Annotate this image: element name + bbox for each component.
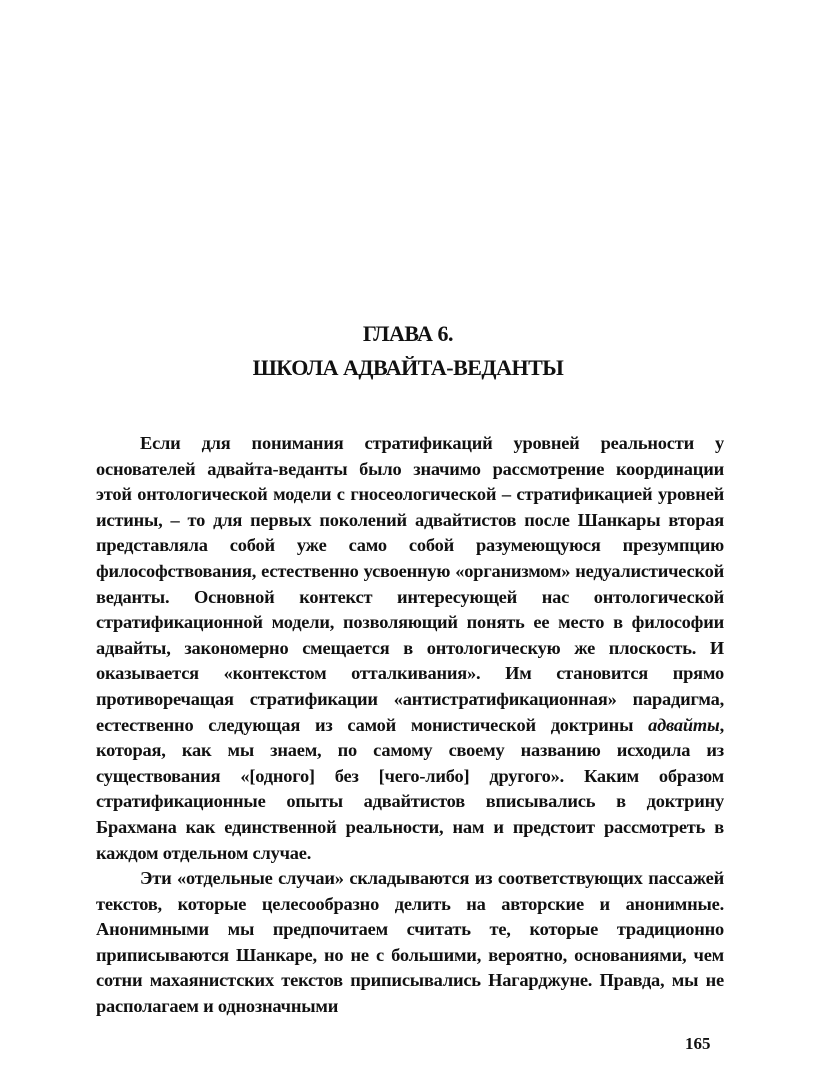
chapter-title: ШКОЛА АДВАЙТА-ВЕДАНТЫ <box>252 355 564 380</box>
paragraph-1-text-start: Если для понимания стратификаций уровней реальности у основателей адвайта-веданты было значимо рассмотрение координации этой онтологической модели с гносеологической – стратификацией уровней истины, – то для первых поколений адвайтистов после Шанкары вторая представляла собой уже само собой разумеющуюся презумпцию философствования, естественно усвоенную «организмом» недуалистической веданты. Основной контекст интересующей нас онтологической стратификационной модели, позволяющий понять ее место в философии адвайты, закономерно смещается в онтологическую же плоскость. И оказывается «контекстом отталкивания». Им становится прямо противоречащая стратификации «антистратификационная» парадигма, естественно следующая из самой монистической доктрины <box>96 433 724 735</box>
paragraph-2: Эти «отдельные случаи» складываются из соответствующих пассажей текстов, которые целесообразно делить на авторские и анонимные. Анонимными мы предпочитаем считать те, которые традиционно приписываются Шанкаре, но не с большими, вероятно, основаниями, чем сотни махаянистских текстов приписывались Нагарджуне. Правда, мы не располагаем и однозначными <box>96 868 724 1017</box>
paragraph-1-emphasis: адвайты <box>648 714 720 735</box>
chapter-number: ГЛАВА 6. <box>362 321 454 346</box>
page-number: 165 <box>685 1034 711 1053</box>
body-text <box>96 431 724 1020</box>
paragraph-1 <box>96 431 724 866</box>
chapter-heading <box>0 317 816 385</box>
paragraph-1-text-end: , которая, как мы знаем, по самому своему названию исходила из существования «[одного] без [чего-либо] другого». Каким образом стратификационные опыты адвайтистов вписывались в доктрину Брахмана как единственной реальности, нам и предстоит рассмотреть в каждом отдельном случае. <box>96 714 724 863</box>
